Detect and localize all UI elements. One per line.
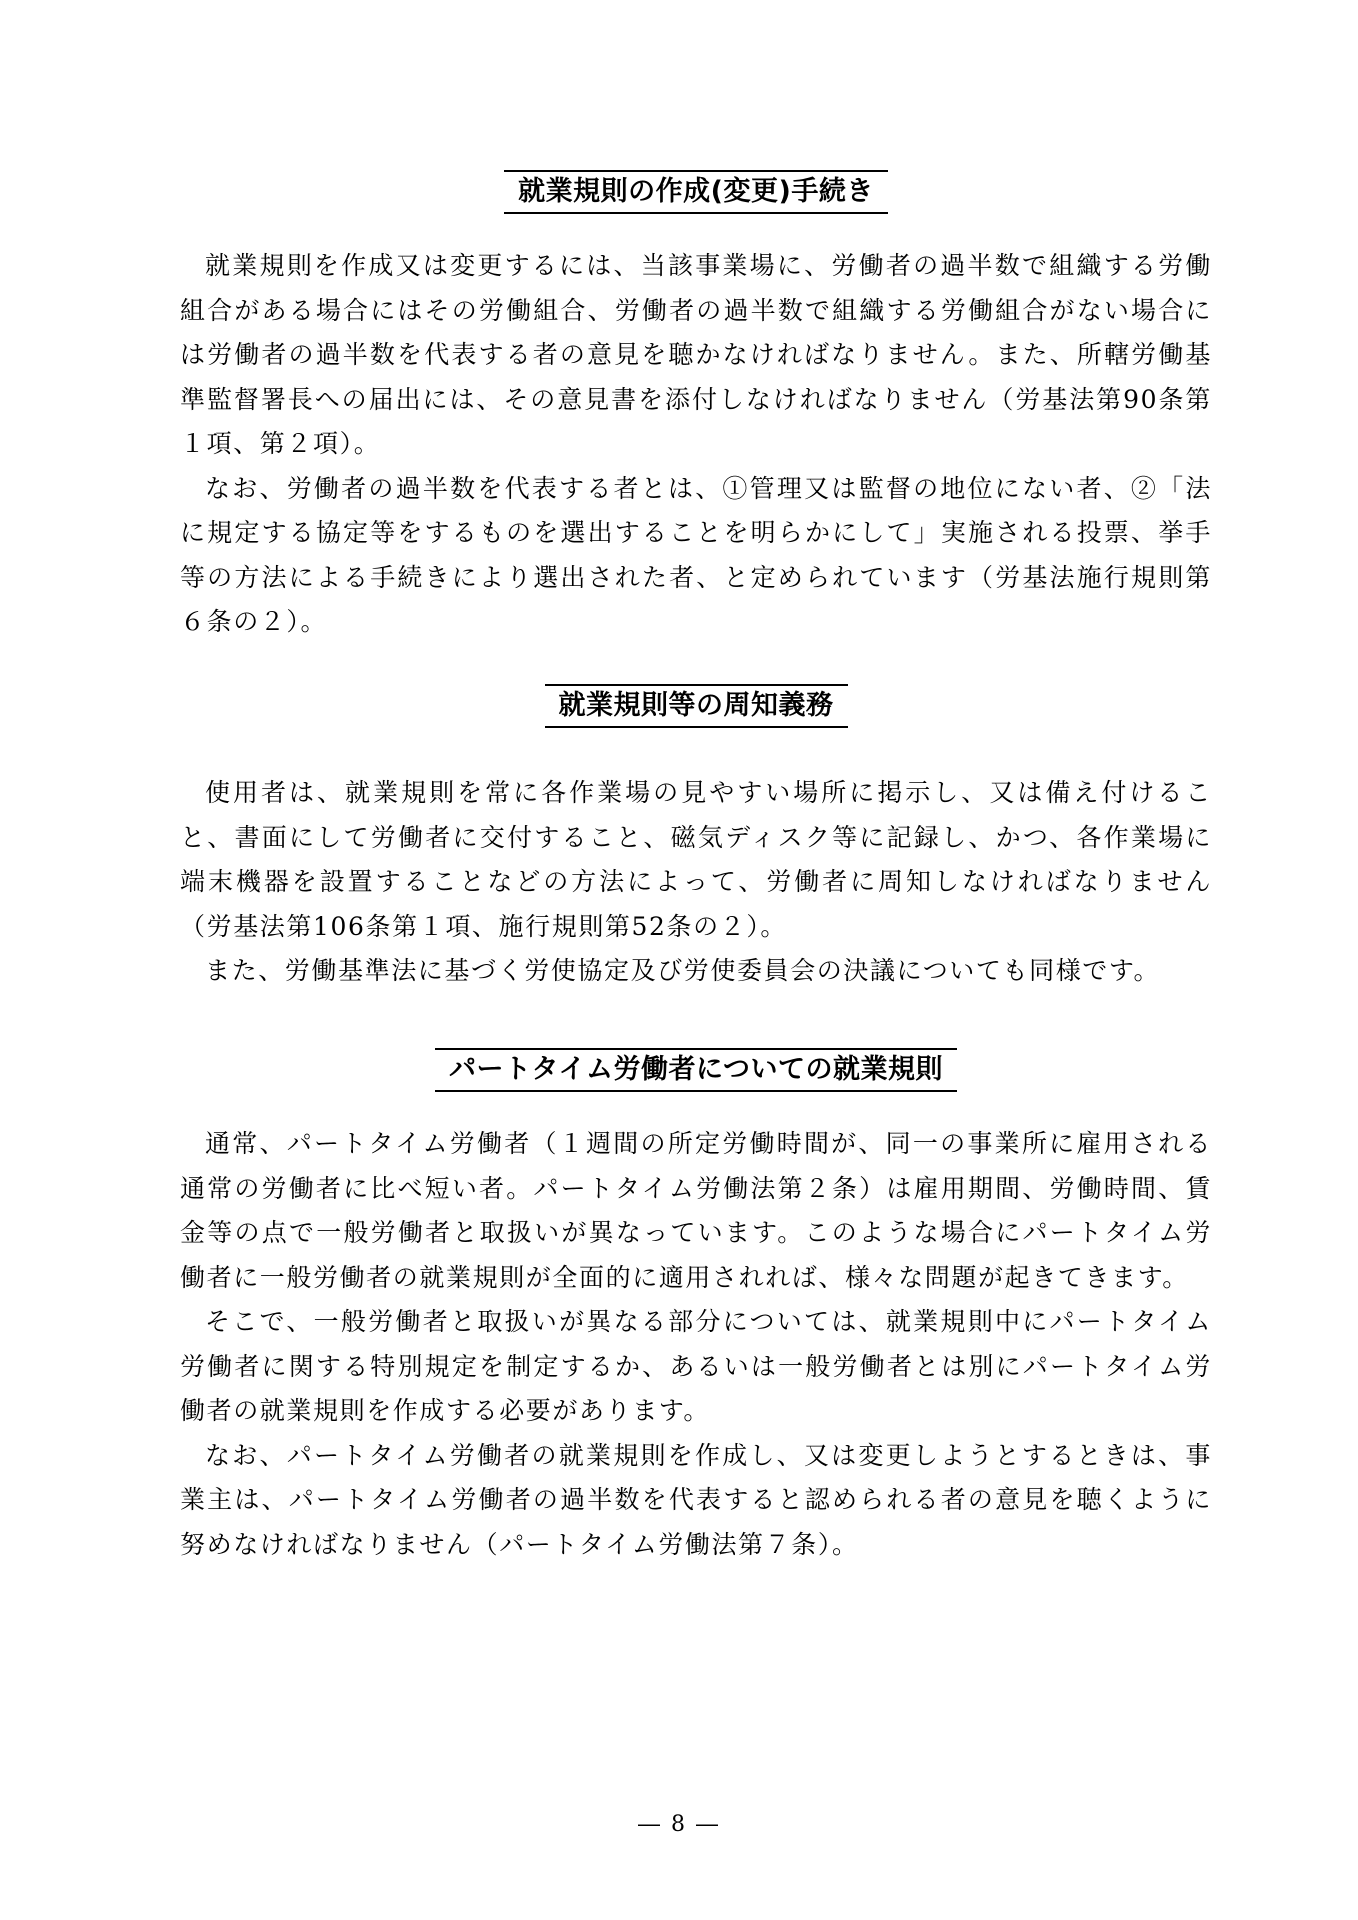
section-rules-creation-procedure: [180, 170, 1212, 645]
paragraph: なお、労働者の過半数を代表する者とは、①管理又は監督の地位にない者、②「法に規定する協定等をするものを選出することを明らかにして」実施される投票、挙手等の方法による手続きにより選出された者、と定められています（労基法施行規則第６条の２）。: [180, 473, 1212, 636]
paragraph: 通常、パートタイム労働者（１週間の所定労働時間が、同一の事業所に雇用される通常の労働者に比べ短い者。パートタイム労働法第２条）は雇用期間、労働時間、賃金等の点で一般労働者と取扱いが異なっています。このような場合にパートタイム労働者に一般労働者の就業規則が全面的に適用されれば、様々な問題が起きてきます。: [180, 1129, 1212, 1292]
section-heading: 就業規則の作成(変更)手続き: [504, 170, 888, 214]
section-body: [180, 1122, 1212, 1567]
paragraph: また、労働基準法に基づく労使協定及び労使委員会の決議についても同様です。: [205, 956, 1161, 985]
paragraph: 使用者は、就業規則を常に各作業場の見やすい場所に掲示し、又は備え付けること、書面にして労働者に交付すること、磁気ディスク等に記録し、かつ、各作業場に端末機器を設置することなどの方法によって、労働者に周知しなければなりません（労基法第106条第１項、施行規則第52条の２）。: [180, 778, 1212, 941]
section-body: [180, 771, 1212, 994]
section-part-time-rules: [180, 1048, 1212, 1567]
page-number: ― 8 ―: [638, 1812, 720, 1837]
section-notification-duty: [180, 684, 1212, 994]
section-heading: 就業規則等の周知義務: [545, 684, 848, 728]
paragraph: なお、パートタイム労働者の就業規則を作成し、又は変更しようとするときは、事業主は、パートタイム労働者の過半数を代表すると認められる者の意見を聴くように努めなければなりません（パートタイム労働法第７条）。: [180, 1440, 1212, 1559]
section-heading: パートタイム労働者についての就業規則: [435, 1048, 957, 1092]
section-body: [180, 244, 1212, 645]
paragraph: そこで、一般労働者と取扱いが異なる部分については、就業規則中にパートタイム労働者に関する特別規定を制定するか、あるいは一般労働者とは別にパートタイム労働者の就業規則を作成する必要があります。: [180, 1307, 1212, 1425]
paragraph: 就業規則を作成又は変更するには、当該事業場に、労働者の過半数で組織する労働組合がある場合にはその労働組合、労働者の過半数で組織する労働組合がない場合には労働者の過半数を代表する者の意見を聴かなければなりません。また、所轄労働基準監督署長への届出には、その意見書を添付しなければなりません（労基法第90条第１項、第２項）。: [180, 251, 1212, 458]
